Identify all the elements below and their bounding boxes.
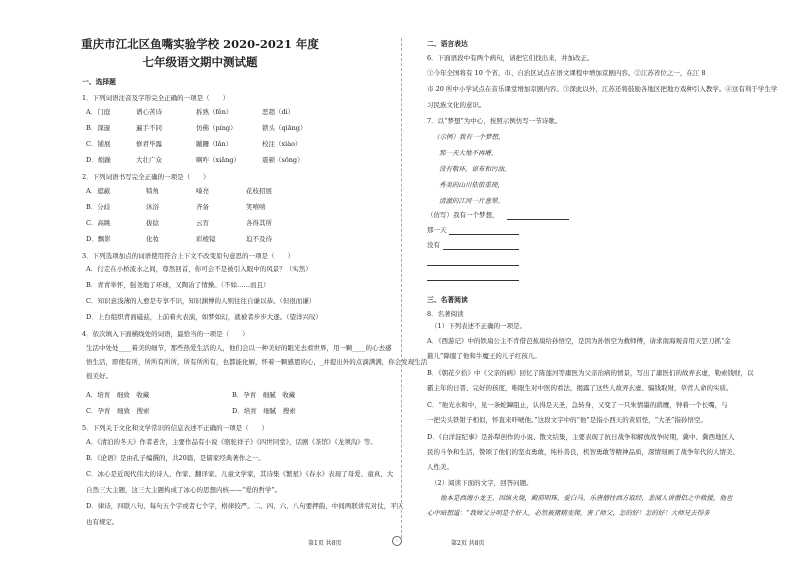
question-4: 4．依次填入下面横线处的词语，最恰当的一项是（ ） <box>82 330 249 338</box>
option-text: 修君毕露 <box>136 140 162 148</box>
option-text: C．孕育 细致 搜索 <box>86 407 150 415</box>
option-text: 谱心苦诗 <box>136 108 162 116</box>
option-text: 彩棱镜 <box>196 235 216 243</box>
answer-blank[interactable] <box>443 249 519 250</box>
option-text: D．烦躁 <box>86 156 111 164</box>
sub-question: （1）下列表述不正确的一项是。 <box>431 322 527 330</box>
imitation-line: 没有 <box>427 241 440 249</box>
option-text: 锁头（qiāng） <box>262 124 307 132</box>
option-text: 拔捻 <box>146 219 159 227</box>
option-text: 自然三大主题，这三大主题构成了冰心的思想内核——“爱的哲学”。 <box>86 486 282 494</box>
option-text: 霸主年的日晋、完好的孩度，唯眼生对中医的看法，揭露了这些人故弄玄虚、骗钱取财，草菅人命的实质。 <box>427 384 733 392</box>
paragraph-line: 生活中处处____着美的细节，那些热爱生活的人，他们会以一种美好的眼光去看世界，用一颗____的心去感 <box>86 344 392 352</box>
exam-title: 重庆市江北区鱼嘴实验学校 2020-2021 年度 <box>81 37 319 51</box>
paragraph-line: ①今年全国将有 10 个省、市、自治区试点在语文课程中增加京剧内容。②江苏省位之一，在江 8 <box>427 69 706 77</box>
option-text: 大壮广众 <box>136 156 162 164</box>
option-text: 沐浴 <box>146 203 159 211</box>
option-text: 花枝招展 <box>246 187 272 195</box>
answer-blank[interactable] <box>507 219 569 220</box>
option-text: D．《白洋淀纪事》是孙犁创作的小说、散文结集，主要表现了抗日战争和解放战争时期，冀中、冀西地区人 <box>427 433 735 441</box>
option-text: B．孕育 细腻 收藏 <box>232 391 296 399</box>
poem-line: 清澈的江河一片葱翠。 <box>439 197 504 205</box>
poem-line: 没有敬环，谅布和污浊。 <box>439 165 511 173</box>
option-text: 嗓亮 <box>196 187 209 195</box>
paragraph-line: 悟生活，即使有所，所所有所所，所有所所有，也都能化解，怀着一颗感恩的心，_并提出外的点滴满满，你会发现生活 <box>86 358 428 366</box>
section-heading: 二、语言表达 <box>427 40 468 48</box>
option-text: 各得其所 <box>246 219 272 227</box>
poem-line: 那一天大地不再瘠， <box>439 149 498 157</box>
poem-line: （示例）我有一个梦想， <box>433 133 505 141</box>
reading-passage: 心中暗想道：“我师父分明是个好人，必然被猪精变爬，害了师父，怎的好！怎的好！大师兄去得多 <box>427 509 710 517</box>
exam-subtitle: 七年级语文期中测试题 <box>142 55 258 69</box>
paragraph-line: 很美好。 <box>86 372 112 380</box>
option-text: C．“他光水和中，见一条蛇蹿阻止，认得是天圣，急转身，又变了一只朱情墨的鹞鹰，钟着一个长嘴，与 <box>427 401 728 409</box>
option-text: C．冰心是近现代伟大的诗人、作家、翻译家、儿童文学家，其诗集《繁星》《春水》表现了母爱、童真、大 <box>86 470 394 478</box>
option-text: 箍儿”降服了他和牛魔王的儿子红孩儿。 <box>427 352 541 360</box>
question-5: 5．下列关于文化和文学常识的信息表述不正确的一项是（ ） <box>82 424 269 432</box>
option-text: 民的斗争和生活，赞颂了他们的坚贞勇敢，纯朴善良，机智勇敢等精神品质，深情刻画了战争年代的人情美、 <box>427 448 739 456</box>
page-divider <box>401 38 402 538</box>
reading-passage: 他本是西海小龙王，因纵火烧，殿前明珠，爱白马，乐唐僧往西方取经，悲闻人讲僧侣之中救援，他也 <box>427 494 733 502</box>
binding-hole-icon: ◦ <box>392 536 402 546</box>
question-7: 7．以“梦想”为中心，按照示例仿写一节诗歌。 <box>427 117 562 125</box>
option-text: 化妆 <box>146 235 159 243</box>
question-3: 3．下列选项加点的词语使用符合上下文不改变原句意思的一项是（ ） <box>82 252 295 260</box>
option-text: B．青青举怀，强尧地了环球，又陶冶了情操。（不如……而且） <box>86 281 270 289</box>
option-text: A．《清泊的冬天》作者老舍，主要作品有小说《骆驼祥子》《四世同堂》，话剧《茶馆》《龙须沟》等。 <box>86 438 377 446</box>
option-text: 笑嘻嘻 <box>246 203 266 211</box>
section-heading: 一、选择题 <box>82 78 116 86</box>
option-text: C．知识意浅薄的人愈是专享不识，知识渊博的人则往往自谦以恭。（但很而谦） <box>86 297 316 305</box>
option-text: 恶超（dì） <box>262 108 295 116</box>
page-number: 第1页 共8页 <box>308 540 342 547</box>
option-text: D．培育 细腻 搜索 <box>232 407 296 415</box>
option-text: 蹦跚（lǎn） <box>196 140 233 148</box>
option-text: 仿佛（píng） <box>196 124 237 132</box>
option-text: B．深邃 <box>86 124 111 132</box>
option-text: A．行走在小桥流水之间，尊然回首，你可会不是被引入眼中的风景？（实然） <box>86 265 312 273</box>
option-text: 一把尖头铁钳子相似，怀直来吓唬他。”这段文字中的“他”是指小西天的黄眉怪，“大圣”指孙悟空。 <box>427 416 707 424</box>
question-8: 8．名著阅读 <box>427 310 464 318</box>
option-text: 云宵 <box>196 219 209 227</box>
option-text: C．高眺 <box>86 219 111 227</box>
option-text: C．铺展 <box>86 140 111 148</box>
option-text: A．《西游记》中的铁扇公主不肯借芭蕉扇给孙悟空，是因为孙悟空为救师傅，请求南海观音用天罡刀抓“金 <box>427 337 731 345</box>
option-text: 啊咋（xiǎng） <box>196 156 240 164</box>
answer-blank[interactable] <box>427 280 519 281</box>
section-heading: 三、名著阅读 <box>427 296 468 304</box>
option-text: 校注（xiào） <box>262 140 302 148</box>
option-text: B．分歧 <box>86 203 111 211</box>
right-page <box>403 0 794 562</box>
option-text: 震顿（sōng） <box>262 156 304 164</box>
sub-question: （2）阅读下面的文字，回答问题。 <box>431 479 533 487</box>
question-1: 1．下列词语注音及字形完全正确的一项是（ ） <box>82 94 230 102</box>
option-text: A．培育 细致 收藏 <box>86 391 150 399</box>
option-text: A．遮蔽 <box>86 187 111 195</box>
answer-blank[interactable] <box>449 234 519 235</box>
question-2: 2．下列词语书写完全正确的一项是（ ） <box>82 173 210 181</box>
question-6: 6．下面语段中有两个病句，请把它们找出来，并加改正。 <box>427 54 594 62</box>
poem-line: 秀美的山川依依重现， <box>439 181 504 189</box>
option-text: D．律诗，四联八句，每句五个字或者七个字，格律较严。二、四、六、八句要押韵，中间两联讲究对仗，平仄 <box>86 502 404 510</box>
page-number: 第2页 共8页 <box>451 540 485 547</box>
paragraph-line: 市 20 所中小学试点在音乐课堂增加京剧内容。③深此以外，江苏还将鼓励各地区把地方戏种引入教学。④这有利于学生学 <box>427 85 778 93</box>
imitation-line: 那一天 <box>427 226 447 234</box>
option-text: D．飘影 <box>86 235 111 243</box>
option-text: 拆熟（fěn） <box>196 108 233 116</box>
option-text: B．《论语》是由孔子编撰的，共20篇，是儒家经典著作之一。 <box>86 454 265 462</box>
option-text: 遍手不同 <box>136 124 162 132</box>
option-text: A．门庭 <box>86 108 111 116</box>
paragraph-line: 习民族文化的意识。 <box>427 101 486 109</box>
option-text: B．《朝花夕拾》中《父亲的病》回忆了陈莲河等庸医为父亲治病的情景，写出了庸医们的故弄玄虚，勒索钱财，以 <box>427 369 754 377</box>
imitation-prompt: （仿写）我有一个梦想， <box>427 211 499 219</box>
option-text: 犄角 <box>146 187 159 195</box>
answer-blank[interactable] <box>427 265 519 266</box>
option-text: 齐备 <box>196 203 209 211</box>
option-text: 也有规定。 <box>86 518 119 526</box>
option-text: D．上台组织背面磁兹，上前着火表演，如梦如幻，就被者步步大逐。（望洋兴叹） <box>86 313 322 321</box>
option-text: 迫不及待 <box>246 235 272 243</box>
option-text: 人性美。 <box>427 463 453 471</box>
